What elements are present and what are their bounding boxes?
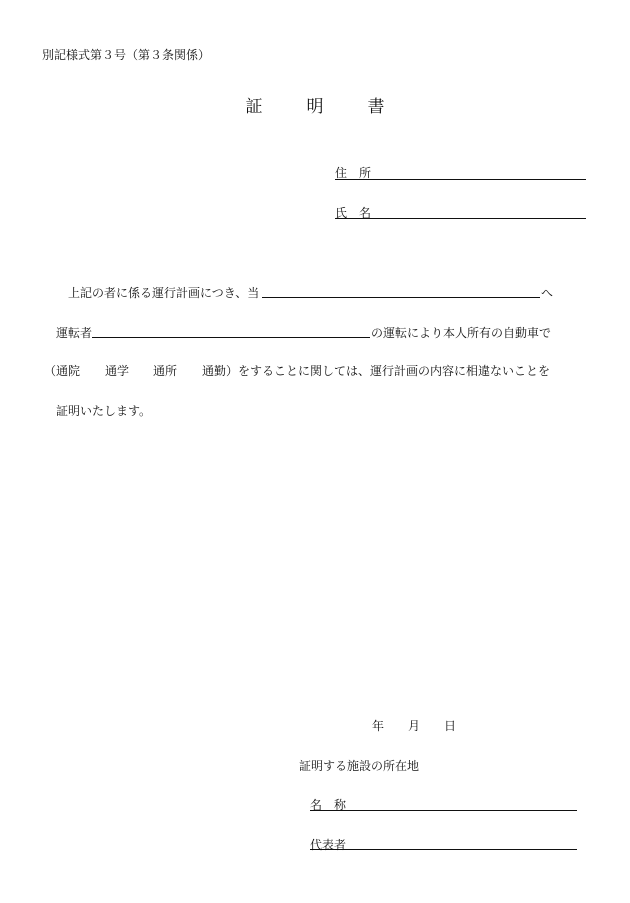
driver-field-line[interactable]	[92, 337, 370, 338]
body-line-2-prefix: 運転者	[56, 326, 93, 340]
date-month-unit: 月	[408, 719, 421, 733]
body-line-1-suffix: へ	[541, 286, 554, 300]
purpose-option-facility[interactable]: 通所	[153, 364, 178, 378]
date-day-unit: 日	[444, 719, 457, 733]
address-label-char: 住	[335, 166, 348, 180]
purpose-open: （通院	[44, 364, 81, 378]
body-line-1-prefix: 上記の者に係る運行計画につき、当	[68, 286, 260, 300]
body-line-3-rest: ）をすることに関しては、運行計画の内容に相違ないことを	[226, 364, 551, 378]
body-line-2-suffix: の運転により本人所有の自動車で	[371, 326, 552, 340]
facility-name-field-line[interactable]	[310, 810, 577, 811]
purpose-option-work[interactable]: 通勤	[202, 364, 227, 378]
representative-field-line[interactable]	[310, 849, 577, 850]
facility-location-label: 証明する施設の所在地	[299, 759, 420, 773]
facility-name-label-char: 称	[334, 798, 347, 812]
document-title	[0, 92, 630, 117]
purpose-option-school[interactable]: 通学	[105, 364, 130, 378]
body-line-4: 証明いたします。	[56, 404, 152, 418]
address-label-char: 所	[359, 166, 372, 180]
name-label-char: 名	[359, 206, 372, 220]
title-char: 書	[367, 97, 385, 117]
date-year-unit: 年	[372, 719, 385, 733]
title-char: 証	[245, 97, 263, 117]
name-label-char: 氏	[335, 206, 348, 220]
form-number-label: 別記様式第３号（第３条関係）	[42, 48, 211, 62]
representative-label: 代表者	[310, 838, 347, 852]
facility-field-line[interactable]	[262, 297, 540, 298]
title-char: 明	[306, 97, 324, 117]
name-field-line[interactable]	[335, 218, 586, 219]
address-field-line[interactable]	[335, 179, 586, 180]
facility-name-label-char: 名	[310, 798, 323, 812]
